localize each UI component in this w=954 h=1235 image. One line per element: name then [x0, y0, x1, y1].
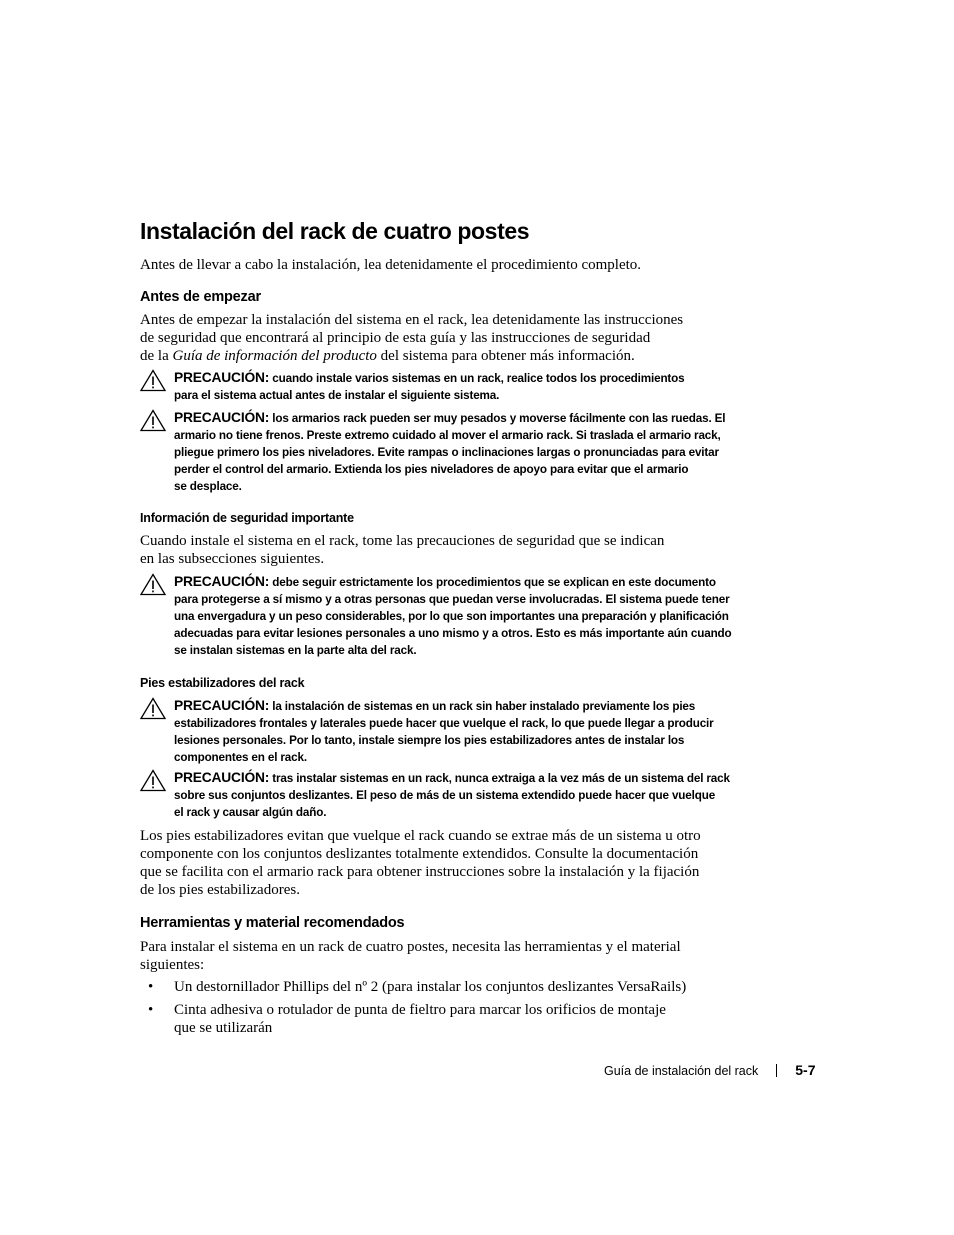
page-number: 5-7: [795, 1062, 816, 1078]
subsection-heading-seguridad: Información de seguridad importante: [140, 511, 354, 525]
subsection-heading-pies: Pies estabilizadores del rack: [140, 676, 305, 690]
intro-paragraph: Antes de llevar a cabo la instalación, lea detenidamente el procedimiento completo.: [140, 257, 642, 273]
caution-text: PRECAUCIÓN: debe seguir estrictamente los procedimientos que se explican en este documento para protegerse a sí mismo y a otras personas que puedan verse involucradas. El sistema puede tener una envergadura y un peso considerables, por lo que son importantes una preparación y planificación adecuadas para evitar lesiones personales a uno mismo y a otros. Esto es más importante aún cuando se instalan sistemas en la parte alta del rack.: [174, 574, 732, 657]
product-info-guide-title: Guía de información del producto: [172, 348, 377, 364]
warning-triangle-icon: [140, 573, 166, 596]
list-item: • Un destornillador Phillips del nº 2 (para instalar los conjuntos deslizantes VersaRails): [148, 979, 687, 995]
warning-triangle-icon: [140, 369, 166, 392]
warning-triangle-icon: [140, 697, 166, 720]
caution-label: PRECAUCIÓN:: [174, 410, 270, 425]
footer-divider: [776, 1064, 777, 1077]
section-heading-herramientas: Herramientas y material recomendados: [140, 915, 405, 931]
antes-paragraph: Antes de empezar la instalación del sistema en el rack, lea detenidamente las instrucciones de seguridad que encontrará al principio de esta guía y las instrucciones de seguridad de la Guía de información del producto del sistema para obtener más información.: [140, 312, 684, 364]
herramientas-paragraph: Para instalar el sistema en un rack de cuatro postes, necesita las herramientas y el material siguientes:: [140, 939, 681, 973]
page-footer: [604, 1062, 816, 1079]
caution-label: PRECAUCIÓN:: [174, 698, 270, 713]
caution-label: PRECAUCIÓN:: [174, 370, 270, 385]
bullet-icon: •: [148, 979, 154, 995]
section-heading-antes-de-empezar: Antes de empezar: [140, 289, 261, 305]
caution-text: PRECAUCIÓN: tras instalar sistemas en un rack, nunca extraiga a la vez más de un sistema del rack sobre sus conjuntos deslizantes. El peso de más de un sistema extendido puede hacer que vuelque el rack y causar algún daño.: [174, 770, 730, 819]
page-title: Instalación del rack de cuatro postes: [140, 218, 530, 244]
bullet-icon: •: [148, 1002, 154, 1018]
stabilizer-paragraph: Los pies estabilizadores evitan que vuelque el rack cuando se extrae más de un sistema u otro componente con los conjuntos deslizantes totalmente extendidos. Consulte la documentación que se facilita con el armario rack para obtener instrucciones sobre la instalación y la fijación de los pies estabilizadores.: [140, 828, 701, 898]
tools-list: [140, 978, 686, 1037]
caution-label: PRECAUCIÓN:: [174, 574, 270, 589]
warning-triangle-icon: [140, 769, 166, 792]
list-item: • Cinta adhesiva o rotulador de punta de fieltro para marcar los orificios de montaje que se utilizarán: [148, 1002, 666, 1036]
caution-text: PRECAUCIÓN: la instalación de sistemas en un rack sin haber instalado previamente los pies estabilizadores frontales y laterales puede hacer que vuelque el rack, lo que puede llegar a producir lesiones personales. Por lo tanto, instale siempre los pies estabilizadores antes de instalar los componentes en el rack.: [174, 698, 714, 764]
warning-triangle-icon: [140, 409, 166, 432]
caution-label: PRECAUCIÓN:: [174, 770, 270, 785]
footer-guide-title: Guía de instalación del rack: [604, 1064, 759, 1078]
caution-text: PRECAUCIÓN: los armarios rack pueden ser muy pesados y moverse fácilmente con las ruedas. El armario no tiene frenos. Preste extremo cuidado al mover el armario rack. Si traslada el armario rack, pliegue primero los pies niveladores. Evite rampas o inclinaciones largas o pronunciadas para evitar perder el control del armario. Extienda los pies niveladores de apoyo para evitar que el armario se desplace.: [174, 410, 726, 493]
seguridad-paragraph: Cuando instale el sistema en el rack, tome las precauciones de seguridad que se indican en las subsecciones siguientes.: [140, 533, 665, 567]
caution-text: PRECAUCIÓN: cuando instale varios sistemas en un rack, realice todos los procedimientos para el sistema actual antes de instalar el siguiente sistema.: [174, 370, 685, 402]
